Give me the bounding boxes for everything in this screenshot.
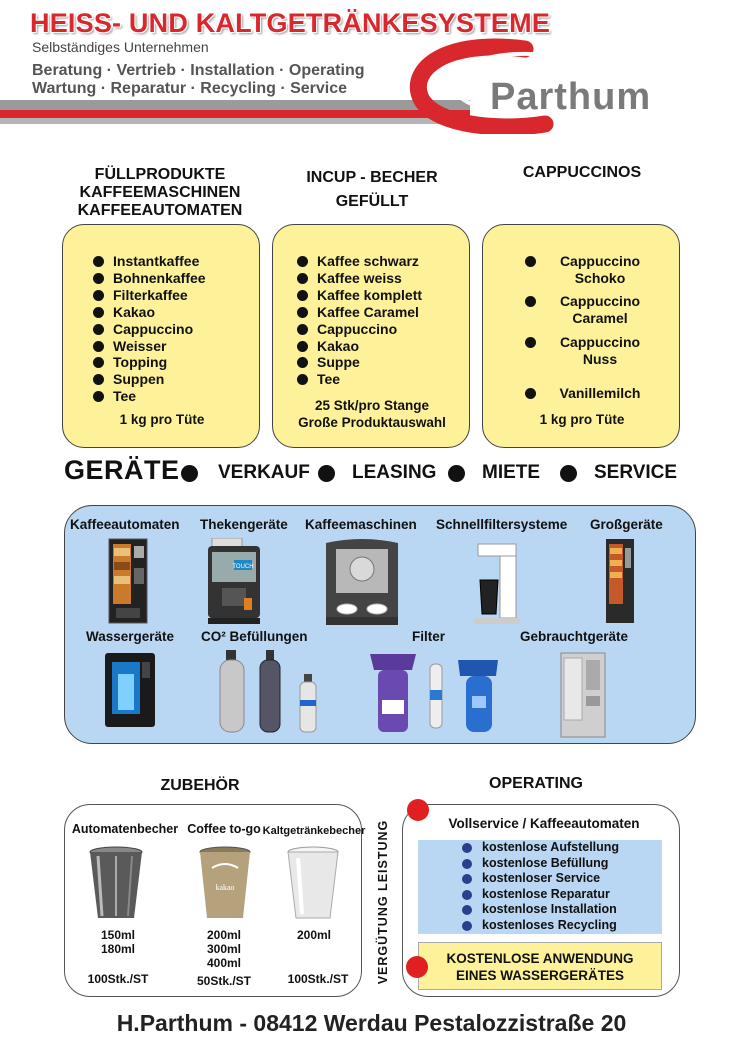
list-item: Cappuccino bbox=[295, 321, 422, 338]
bullet-dot bbox=[448, 465, 465, 482]
service-miete: MIETE bbox=[482, 462, 541, 483]
list-item: Kaffee Caramel bbox=[295, 304, 422, 321]
fuellprodukte-box bbox=[62, 224, 260, 448]
device-label-grossgeraete: Großgeräte bbox=[590, 517, 663, 532]
pack-automatenbecher: 100Stk./ST bbox=[87, 972, 149, 986]
vending-machine-icon bbox=[108, 538, 148, 624]
company-subtitle: Selbständiges Unternehmen bbox=[32, 39, 209, 55]
bullet-dot bbox=[318, 465, 335, 482]
list-item: Kakao bbox=[295, 338, 422, 355]
list-item: Kaffee weiss bbox=[295, 270, 422, 287]
list-item: Cappuccino Caramel bbox=[525, 293, 665, 327]
pack-coffee-to-go: 50Stk./ST bbox=[196, 974, 252, 988]
device-label-wassergeraete: Wassergeräte bbox=[86, 629, 175, 644]
list-item: kostenlose Installation bbox=[462, 902, 619, 918]
list-item: Filterkaffee bbox=[91, 287, 206, 304]
list-item: Suppe bbox=[295, 354, 422, 371]
water-device-text: KOSTENLOSE ANWENDUNG EINES WASSERGERÄTES bbox=[446, 951, 634, 983]
bullet-dot bbox=[462, 890, 472, 900]
company-headline: HEISS- UND KALTGETRÄNKESYSTEME bbox=[30, 8, 551, 38]
operating-services-list bbox=[462, 840, 619, 934]
bullet-dot bbox=[525, 337, 536, 348]
cup-sizes-coffee-to-go: 200ml 300ml 400ml bbox=[206, 928, 242, 970]
bullet-dot bbox=[462, 843, 472, 853]
device-label-co2: CO² Befüllungen bbox=[201, 629, 308, 644]
bullet-dot bbox=[462, 905, 472, 915]
list-item: Cappuccino Nuss bbox=[525, 334, 665, 368]
tablet-screen-label: TOUCH bbox=[232, 564, 254, 570]
cup-print-text: kakao bbox=[215, 883, 235, 892]
used-machine-icon bbox=[560, 652, 606, 738]
co2-bottles-icon bbox=[218, 650, 326, 734]
list-item: kostenloser Service bbox=[462, 871, 619, 887]
list-item: Tee bbox=[295, 371, 422, 388]
pack-note: 1 kg pro Tüte bbox=[539, 412, 625, 427]
list-item: Topping bbox=[91, 354, 206, 371]
cup-sizes-automatenbecher: 150ml 180ml bbox=[100, 928, 136, 956]
cold-drink-cup-icon bbox=[286, 846, 340, 922]
service-service: SERVICE bbox=[594, 462, 678, 483]
list-item: Kakao bbox=[91, 304, 206, 321]
fuellprodukte-list bbox=[91, 253, 206, 405]
device-label-schnellfilter: Schnellfiltersysteme bbox=[436, 517, 568, 532]
service-leasing: LEASING bbox=[352, 462, 437, 483]
parthum-logo-text: Parthum bbox=[490, 76, 652, 118]
list-item: Cappuccino Schoko bbox=[525, 253, 665, 287]
list-item: Suppen bbox=[91, 371, 206, 388]
bullet-dot bbox=[462, 874, 472, 884]
bullet-dot bbox=[462, 859, 472, 869]
cup-sizes-kaltgetraenkebecher: 200ml bbox=[296, 928, 332, 942]
cappuccinos-box bbox=[482, 224, 680, 448]
list-item: Kaffee schwarz bbox=[295, 253, 422, 270]
list-item: Vanillemilch bbox=[525, 385, 665, 402]
device-label-thekengeraete: Thekengeräte bbox=[200, 517, 288, 532]
list-item: Weisser bbox=[91, 338, 206, 355]
device-label-filter: Filter bbox=[412, 629, 446, 644]
bullet-dot bbox=[560, 465, 577, 482]
list-item: kostenlose Aufstellung bbox=[462, 840, 619, 856]
list-item: Tee bbox=[91, 388, 206, 405]
water-dispenser-icon bbox=[104, 652, 156, 728]
pack-note: 1 kg pro Tüte bbox=[119, 412, 205, 427]
list-item: Kaffee komplett bbox=[295, 287, 422, 304]
device-label-kaffeemaschinen: Kaffeemaschinen bbox=[305, 517, 417, 532]
operating-title: OPERATING bbox=[489, 775, 583, 792]
vending-cup-icon bbox=[88, 846, 144, 922]
cup-coffee-to-go: Coffee to-go bbox=[187, 822, 261, 836]
column-title-cappuccinos: CAPPUCCINOS bbox=[522, 164, 642, 181]
list-item: kostenloses Recycling bbox=[462, 918, 619, 934]
water-filter-icon bbox=[366, 650, 512, 736]
bullet-dot bbox=[525, 256, 536, 267]
operating-side-label: VERGÜTUNG LEISTUNG bbox=[376, 819, 390, 985]
list-item: kostenlose Befüllung bbox=[462, 856, 619, 872]
pack-kaltgetraenkebecher: 100Stk./ST bbox=[287, 972, 349, 986]
bullet-dot bbox=[462, 921, 472, 931]
device-label-gebrauchtgeraete: Gebrauchtgeräte bbox=[520, 629, 629, 644]
to-go-cup-icon bbox=[198, 846, 252, 922]
cup-kaltgetraenkebecher: Kaltgetränkebecher bbox=[262, 825, 366, 837]
bullet-dot bbox=[525, 388, 536, 399]
zubehoer-title: ZUBEHÖR bbox=[160, 777, 240, 794]
operating-subtitle: Vollservice / Kaffeeautomaten bbox=[448, 816, 640, 831]
column-title-incup: INCUP - BECHER GEFÜLLT bbox=[306, 169, 438, 210]
cup-automatenbecher: Automatenbecher bbox=[71, 822, 179, 836]
device-label-kaffeeautomaten: Kaffeeautomaten bbox=[70, 517, 180, 532]
incup-list bbox=[295, 253, 422, 388]
espresso-machine-icon bbox=[322, 537, 402, 627]
bullet-dot bbox=[525, 296, 536, 307]
counter-machine-icon bbox=[206, 538, 262, 624]
list-item: Instantkaffee bbox=[91, 253, 206, 270]
pack-note: 25 Stk/pro Stange Große Produktauswahl bbox=[298, 398, 446, 430]
services-line-1: Beratung · Vertrieb · Installation · Operating bbox=[32, 62, 365, 79]
filter-coffee-machine-icon bbox=[474, 540, 520, 626]
services-line-2: Wartung · Reparatur · Recycling · Service bbox=[32, 80, 348, 97]
column-title-fuellprodukte: FÜLLPRODUKTE KAFFEEMASCHINEN KAFFEEAUTOMATEN bbox=[77, 166, 243, 219]
list-item: kostenlose Reparatur bbox=[462, 887, 619, 903]
footer-address: H.Parthum - 08412 Werdau Pestalozzistraße 20 bbox=[116, 1010, 627, 1036]
geraete-title: GERÄTE bbox=[64, 455, 180, 485]
service-verkauf: VERKAUF bbox=[218, 462, 310, 483]
list-item: Cappuccino bbox=[91, 321, 206, 338]
incup-box bbox=[272, 224, 470, 448]
large-vending-machine-icon bbox=[605, 538, 635, 624]
list-item: Bohnenkaffee bbox=[91, 270, 206, 287]
bullet-dot bbox=[181, 465, 198, 482]
